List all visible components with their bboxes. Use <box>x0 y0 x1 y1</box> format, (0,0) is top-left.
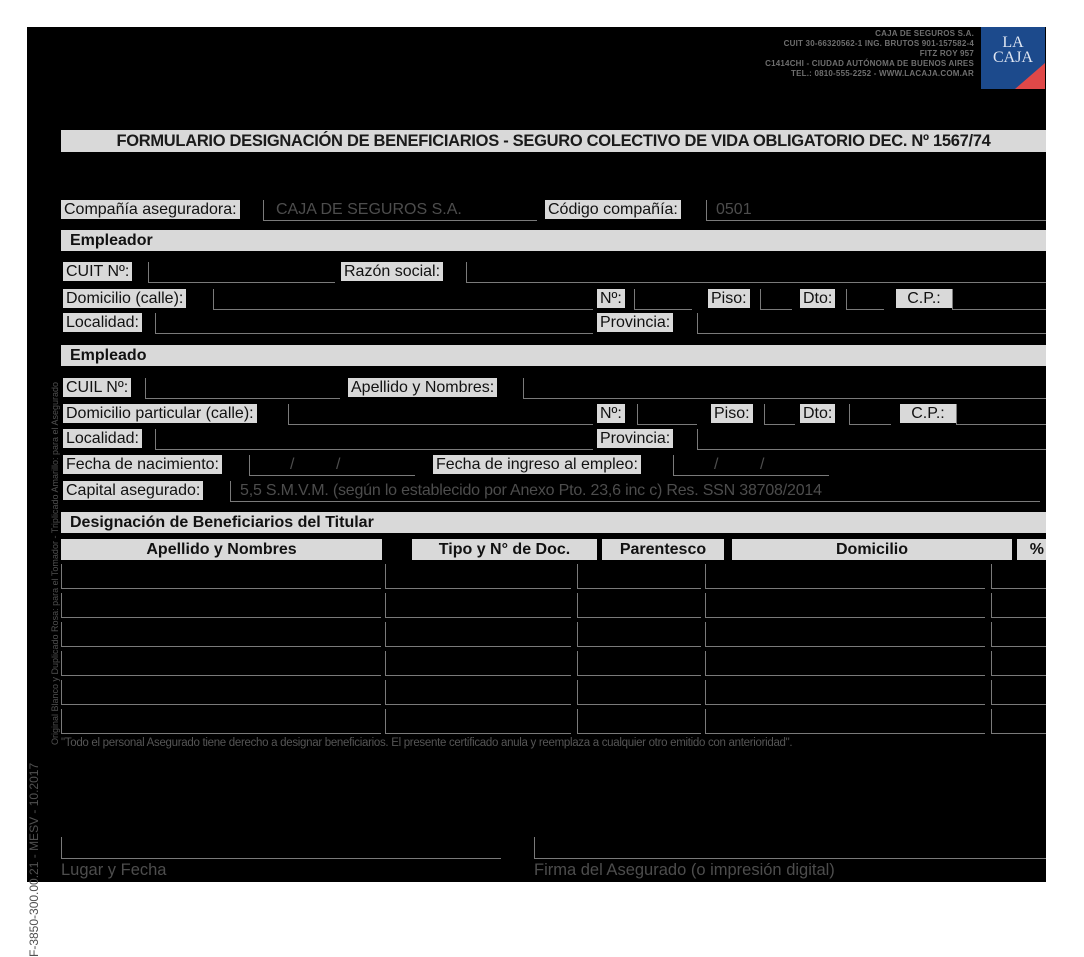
apellido-underline <box>523 398 1046 399</box>
table-cell-underline <box>991 675 1046 676</box>
form-title: FORMULARIO DESIGNACIÓN DE BENEFICIARIOS - SEGURO COLECTIVO DE VIDA OBLIGATORIO DEC. Nº 1567/74 <box>61 130 1046 152</box>
company-value[interactable]: CAJA DE SEGUROS S.A. <box>276 201 462 218</box>
field-divider <box>706 200 707 220</box>
table-cell-input[interactable] <box>991 651 992 675</box>
dto-input[interactable] <box>846 289 847 309</box>
col-tipo-doc: Tipo y N° de Doc. <box>412 539 597 560</box>
razon-social-underline <box>466 282 1046 283</box>
table-cell-input[interactable] <box>991 680 992 704</box>
cuit-underline <box>148 282 335 283</box>
logo-text-line1: LA <box>1002 34 1024 51</box>
table-cell-input[interactable] <box>991 622 992 646</box>
dto-underline <box>846 309 884 310</box>
logo-text-line2: CAJA <box>992 49 1033 66</box>
domicilio-label: Domicilio (calle): <box>63 289 186 308</box>
cuit-label: CUIT Nº: <box>63 262 132 281</box>
provincia-label: Provincia: <box>597 313 673 332</box>
date-separator: / <box>336 456 341 473</box>
table-cell-underline <box>577 588 701 589</box>
table-cell-underline <box>577 704 701 705</box>
table-cell-underline <box>385 588 571 589</box>
table-cell-underline <box>705 675 985 676</box>
lugar-fecha-underline <box>61 858 501 859</box>
firma-label: Firma del Asegurado (o impresión digital) <box>534 861 835 879</box>
field-divider <box>230 481 231 501</box>
fecha-ingreso-label: Fecha de ingreso al empleo: <box>433 455 641 474</box>
section-empleador: Empleador <box>61 230 1046 251</box>
company-line: CUIT 30-66320562-1 ING. BRUTOS 901-157582-4 <box>783 39 974 48</box>
table-cell-underline <box>61 617 381 618</box>
lugar-fecha-label: Lugar y Fecha <box>61 861 167 879</box>
section-beneficiarios: Designación de Beneficiarios del Titular <box>61 512 1046 533</box>
apellido-label: Apellido y Nombres: <box>348 378 497 397</box>
table-cell-input[interactable] <box>385 651 386 675</box>
table-cell-underline <box>577 617 701 618</box>
localidad-label: Localidad: <box>63 429 142 448</box>
form-code: F-3850-300.00.21 - MESV - 10.2017 <box>27 762 41 957</box>
section-empleado: Empleado <box>61 345 1046 366</box>
company-info <box>765 29 974 79</box>
table-cell-underline <box>705 617 985 618</box>
table-cell-underline <box>991 646 1046 647</box>
table-cell-underline <box>705 704 985 705</box>
piso-label: Piso: <box>708 289 750 308</box>
table-cell-input[interactable] <box>577 593 578 617</box>
col-apellido-nombres: Apellido y Nombres <box>61 539 382 560</box>
table-cell-input[interactable] <box>385 593 386 617</box>
numero-input[interactable] <box>634 289 635 309</box>
table-cell-underline <box>385 675 571 676</box>
cp-underline <box>952 309 1046 310</box>
table-cell-underline <box>61 646 381 647</box>
col-domicilio: Domicilio <box>732 539 1012 560</box>
company-label: Compañía aseguradora: <box>61 200 240 219</box>
table-cell-input[interactable] <box>577 564 578 588</box>
localidad-underline <box>155 449 593 450</box>
date-separator: / <box>760 456 765 473</box>
table-cell-underline <box>385 704 571 705</box>
table-cell-input[interactable] <box>61 709 62 733</box>
table-cell-input[interactable] <box>577 680 578 704</box>
table-cell-input[interactable] <box>577 622 578 646</box>
lugar-fecha-input[interactable] <box>61 837 62 858</box>
company-line: FITZ ROY 957 <box>919 49 974 58</box>
date-separator: / <box>714 456 719 473</box>
table-cell-input[interactable] <box>577 709 578 733</box>
razon-social-label: Razón social: <box>341 262 443 281</box>
domicilio-particular-input[interactable] <box>288 404 289 424</box>
piso-label: Piso: <box>711 404 753 423</box>
disclaimer-note: "Todo el personal Asegurado tiene derecho a designar beneficiarios. El presente certificado anula y reemplaza a cualquier otro emitido con anterioridad". <box>61 737 793 749</box>
cp-input[interactable] <box>952 289 953 309</box>
table-cell-underline <box>705 588 985 589</box>
company-line: C1414CHI - CIUDAD AUTÓNOMA DE BUENOS AIRES <box>765 59 974 68</box>
table-cell-underline <box>61 733 381 734</box>
company-code-label: Código compañía: <box>545 200 681 219</box>
fecha-ingreso-input[interactable] <box>673 455 674 475</box>
capital-underline <box>230 501 1040 502</box>
table-cell-underline <box>385 733 571 734</box>
table-cell-underline <box>991 617 1046 618</box>
table-cell-underline <box>991 704 1046 705</box>
razon-social-input[interactable] <box>466 262 467 282</box>
table-cell-underline <box>61 675 381 676</box>
piso-underline <box>764 424 795 425</box>
fecha-nacimiento-label: Fecha de nacimiento: <box>63 455 222 474</box>
table-cell-underline <box>705 646 985 647</box>
table-cell-input[interactable] <box>61 651 62 675</box>
domicilio-underline <box>213 309 593 310</box>
cuil-input[interactable] <box>145 378 146 398</box>
fecha-ingreso-underline <box>673 475 829 476</box>
copy-distribution-text: Original Blanco y Duplicado Rosa: para el Tomador - Triplicado Amarillo: para el Asegurado <box>50 381 60 745</box>
table-cell-input[interactable] <box>705 593 706 617</box>
table-cell-input[interactable] <box>991 709 992 733</box>
table-cell-input[interactable] <box>705 564 706 588</box>
firma-input[interactable] <box>534 837 535 858</box>
table-cell-underline <box>385 646 571 647</box>
cp-underline <box>956 424 1046 425</box>
form-sheet <box>27 27 1046 957</box>
table-cell-input[interactable] <box>385 680 386 704</box>
domicilio-particular-underline <box>288 424 593 425</box>
table-cell-underline <box>61 588 381 589</box>
cp-label: C.P.: <box>900 404 956 423</box>
table-cell-input[interactable] <box>705 622 706 646</box>
numero-label: Nº: <box>597 404 625 423</box>
localidad-input[interactable] <box>155 429 156 449</box>
table-cell-underline <box>991 733 1046 734</box>
capital-asegurado-label: Capital asegurado: <box>63 481 203 500</box>
table-cell-input[interactable] <box>385 709 386 733</box>
numero-input[interactable] <box>637 404 638 424</box>
table-cell-input[interactable] <box>991 564 992 588</box>
provincia-label: Provincia: <box>597 429 673 448</box>
domicilio-particular-label: Domicilio particular (calle): <box>63 404 257 423</box>
provincia-underline <box>697 449 1046 450</box>
table-cell-input[interactable] <box>385 622 386 646</box>
company-underline <box>263 220 537 221</box>
col-parentesco: Parentesco <box>602 539 724 560</box>
table-cell-input[interactable] <box>705 651 706 675</box>
table-cell-underline <box>385 617 571 618</box>
table-cell-input[interactable] <box>385 564 386 588</box>
company-line: TEL.: 0810-555-2252 - WWW.LACAJA.COM.AR <box>791 69 974 78</box>
table-cell-underline <box>61 704 381 705</box>
company-code-underline <box>706 220 1046 221</box>
table-cell-input[interactable] <box>577 651 578 675</box>
company-line: CAJA DE SEGUROS S.A. <box>875 29 974 38</box>
table-cell-underline <box>705 733 985 734</box>
cuit-input[interactable] <box>148 262 149 282</box>
piso-underline <box>760 309 792 310</box>
numero-underline <box>637 424 697 425</box>
piso-input[interactable] <box>760 289 761 309</box>
table-cell-input[interactable] <box>61 680 62 704</box>
fecha-nacimiento-input[interactable] <box>249 455 250 475</box>
table-cell-input[interactable] <box>61 622 62 646</box>
company-code-value[interactable]: 0501 <box>716 201 752 218</box>
provincia-input[interactable] <box>697 429 698 449</box>
provincia-input[interactable] <box>697 313 698 333</box>
numero-underline <box>634 309 692 310</box>
localidad-input[interactable] <box>155 313 156 333</box>
cuil-underline <box>145 398 340 399</box>
logo-red-corner <box>1015 63 1045 89</box>
dto-label: Dto: <box>800 404 835 423</box>
cuil-label: CUIL Nº: <box>63 378 131 397</box>
dto-underline <box>849 424 891 425</box>
table-cell-input[interactable] <box>991 593 992 617</box>
numero-label: Nº: <box>597 289 625 308</box>
localidad-label: Localidad: <box>63 313 142 332</box>
col-porcentaje: % <box>1017 539 1046 560</box>
table-cell-underline <box>577 733 701 734</box>
table-cell-underline <box>991 588 1046 589</box>
table-cell-input[interactable] <box>61 593 62 617</box>
table-cell-underline <box>577 675 701 676</box>
table-cell-input[interactable] <box>705 680 706 704</box>
field-divider <box>263 200 264 220</box>
provincia-underline <box>697 333 1046 334</box>
cp-label: C.P.: <box>896 289 952 308</box>
domicilio-input[interactable] <box>213 289 214 309</box>
apellido-input[interactable] <box>523 378 524 398</box>
localidad-underline <box>155 333 593 334</box>
dto-input[interactable] <box>849 404 850 424</box>
dto-label: Dto: <box>800 289 835 308</box>
table-cell-underline <box>577 646 701 647</box>
fecha-nacimiento-underline <box>249 475 415 476</box>
table-cell-input[interactable] <box>61 564 62 588</box>
piso-input[interactable] <box>764 404 765 424</box>
la-caja-logo <box>981 27 1045 89</box>
cp-input[interactable] <box>956 404 957 424</box>
table-cell-input[interactable] <box>705 709 706 733</box>
firma-underline <box>534 858 1046 859</box>
date-separator: / <box>290 456 295 473</box>
capital-asegurado-value[interactable]: 5,5 S.M.V.M. (según lo establecido por Anexo Pto. 23,6 inc c) Res. SSN 38708/2014 <box>240 482 822 499</box>
